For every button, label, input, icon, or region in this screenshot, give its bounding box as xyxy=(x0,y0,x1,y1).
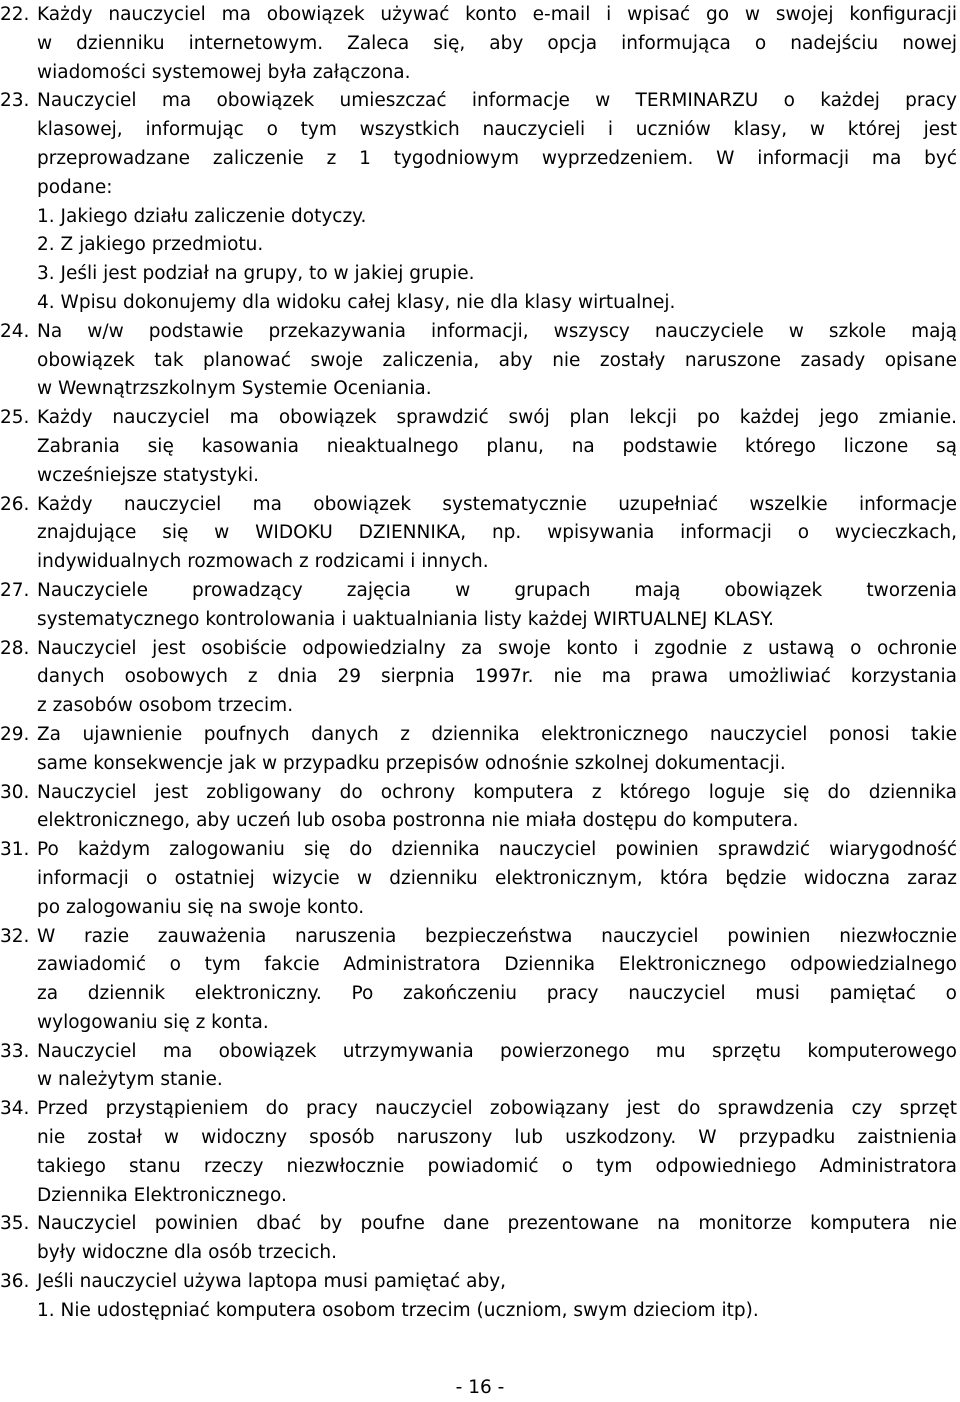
text-line: Nauczyciel ma obowiązek umieszczać informacje w TERMINARZU o każdej pracy xyxy=(37,90,957,112)
text-line: same konsekwencje jak w przypadku przepisów odnośnie szkolnej dokumentacji. xyxy=(37,752,786,774)
list-item xyxy=(0,404,957,490)
text-line: Dziennika Elektronicznego. xyxy=(37,1184,287,1206)
item-number: 22. xyxy=(0,4,30,25)
text-line: nie został w widoczny sposób naruszony lub uszkodzony. W przypadku zaistnienia xyxy=(37,1127,957,1149)
text-line: Każdy nauczyciel ma obowiązek systematycznie uzupełniać wszelkie informacje xyxy=(37,493,957,515)
text-line: 3. Jeśli jest podział na grupy, to w jakiej grupie. xyxy=(37,263,475,285)
list-item xyxy=(0,1268,957,1326)
item-number: 35. xyxy=(0,1213,30,1235)
text-line: Nauczyciel powinien dbać by poufne dane prezentowane na monitorze komputera nie xyxy=(37,1213,957,1235)
text-line: Zabrania się kasowania nieaktualnego planu, na podstawie którego liczone są xyxy=(37,435,957,457)
list-item xyxy=(0,1095,957,1210)
text-line: systematycznego kontrolowania i uaktualniania listy każdej WIRTUALNEJ KLASY. xyxy=(37,608,774,630)
item-number: 33. xyxy=(0,1040,30,1062)
list-item xyxy=(0,635,957,721)
list-item xyxy=(0,923,957,1038)
list-item xyxy=(0,1210,957,1268)
item-number: 36. xyxy=(0,1271,30,1293)
item-number: 32. xyxy=(0,925,30,947)
text-line: elektronicznego, aby uczeń lub osoba postronna nie miała dostępu do komputera. xyxy=(37,810,799,832)
text-line: Po każdym zalogowaniu się do dziennika nauczyciel powinien sprawdzić wiarygodność xyxy=(37,839,957,861)
list-item xyxy=(0,318,957,404)
item-number: 24. xyxy=(0,320,30,342)
list-item xyxy=(0,577,957,635)
text-line: 2. Z jakiego przedmiotu. xyxy=(37,234,264,256)
text-line: W razie zauważenia naruszenia bezpieczeństwa nauczyciel powinien niezwłocznie xyxy=(37,925,957,947)
text-line: 1. Jakiego działu zaliczenie dotyczy. xyxy=(37,205,367,227)
text-line: w należytym stanie. xyxy=(37,1069,223,1091)
text-line: wcześniejsze statystyki. xyxy=(37,464,260,486)
item-number: 25. xyxy=(0,407,30,429)
text-line: informacji o ostatniej wizycie w dzienniku elektronicznym, która będzie widoczna zaraz xyxy=(37,867,957,889)
page-number: - 16 - xyxy=(455,1377,505,1398)
text-line: znajdujące się w WIDOKU DZIENNIKA, np. wpisywania informacji o wycieczkach, xyxy=(37,522,957,544)
list-item xyxy=(0,836,957,922)
text-line: przeprowadzane zaliczenie z 1 tygodniowym wyprzedzeniem. W informacji ma być xyxy=(37,147,957,169)
text-line: Nauczyciele prowadzący zajęcia w grupach mają obowiązek tworzenia xyxy=(37,579,957,601)
item-number: 26. xyxy=(0,493,30,515)
text-line: zawiadomić o tym fakcie Administratora Dziennika Elektronicznego odpowiedzialnego xyxy=(37,954,957,976)
item-number: 23. xyxy=(0,90,30,112)
text-line: podane: xyxy=(37,176,113,198)
text-line: wylogowaniu się z konta. xyxy=(37,1011,269,1033)
text-line: Nauczyciel jest osobiście odpowiedzialny za swoje konto i zgodnie z ustawą o ochronie xyxy=(37,637,957,659)
list-item xyxy=(0,1,957,87)
text-line: indywidualnych rozmowach z rodzicami i innych. xyxy=(37,551,489,573)
list-item xyxy=(0,491,957,577)
item-number: 28. xyxy=(0,637,30,659)
item-number: 27. xyxy=(0,579,30,601)
text-line: klasowej, informując o tym wszystkich nauczycieli i uczniów klasy, w której jest xyxy=(37,119,957,141)
list-item xyxy=(0,87,957,317)
text-line: obowiązek tak planować swoje zaliczenia, aby nie zostały naruszone zasady opisane xyxy=(37,349,957,371)
text-line: takiego stanu rzeczy niezwłocznie powiadomić o tym odpowiedniego Administratora xyxy=(37,1155,957,1177)
text-line: wiadomości systemowej była załączona. xyxy=(37,61,411,83)
item-number: 31. xyxy=(0,839,30,861)
item-number: 30. xyxy=(0,781,30,803)
text-line: Przed przystąpieniem do pracy nauczyciel zobowiązany jest do sprawdzenia czy sprzęt xyxy=(37,1098,957,1120)
text-line: Nauczyciel ma obowiązek utrzymywania powierzonego mu sprzętu komputerowego xyxy=(37,1040,957,1062)
text-line: z zasobów osobom trzecim. xyxy=(37,695,294,717)
text-line: w dzienniku internetowym. Zaleca się, aby opcja informująca o nadejściu nowej xyxy=(37,32,957,54)
item-number: 34. xyxy=(0,1098,30,1120)
text-line: Każdy nauczyciel ma obowiązek sprawdzić swój plan lekcji po każdej jego zmianie. xyxy=(37,407,957,429)
text-line: były widoczne dla osób trzecich. xyxy=(37,1242,338,1264)
list-item xyxy=(0,721,957,779)
list-item xyxy=(0,779,957,837)
item-number: 29. xyxy=(0,723,30,745)
text-line: po zalogowaniu się na swoje konto. xyxy=(37,896,365,918)
text-line: Każdy nauczyciel ma obowiązek używać konto e-mail i wpisać go w swojej konfiguracji xyxy=(37,4,957,25)
list-item xyxy=(0,1038,957,1096)
text-line: 1. Nie udostępniać komputera osobom trzecim (uczniom, swym dzieciom itp). xyxy=(37,1299,759,1321)
text-line: za dziennik elektroniczny. Po zakończeniu pracy nauczyciel musi pamiętać o xyxy=(37,983,957,1005)
text-line: Jeśli nauczyciel używa laptopa musi pamiętać aby, xyxy=(37,1271,507,1293)
text-line: Za ujawnienie poufnych danych z dziennika elektronicznego nauczyciel ponosi takie xyxy=(37,723,957,745)
text-line: Nauczyciel jest zobligowany do ochrony komputera z którego loguje się do dziennika xyxy=(37,781,957,803)
text-line: Na w/w podstawie przekazywania informacji, wszyscy nauczyciele w szkole mają xyxy=(37,320,957,342)
text-line: danych osobowych z dnia 29 sierpnia 1997r. nie ma prawa umożliwiać korzystania xyxy=(37,666,957,688)
text-line: w Wewnątrzszkolnym Systemie Oceniania. xyxy=(37,378,432,400)
regulation-list xyxy=(0,1,957,1326)
text-line: 4. Wpisu dokonujemy dla widoku całej klasy, nie dla klasy wirtualnej. xyxy=(37,291,676,313)
